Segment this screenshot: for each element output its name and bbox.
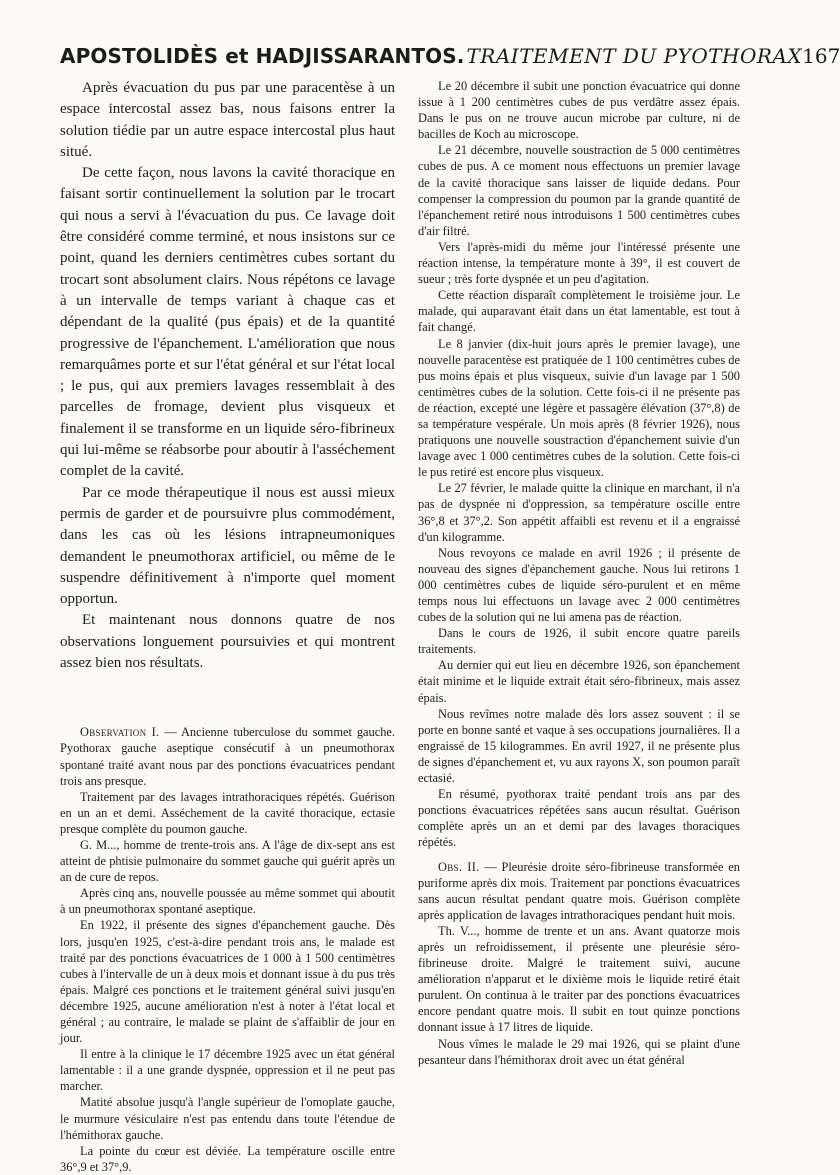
- observation-summary: — Pleurésie droite séro-fibrineuse transformée en puriforme après dix mois. Traitement par ponctions évacuatrices sans aucun résultat pendant quatre mois. Guérison complète après application de lavages intrathoraciques pendant huit mois.: [418, 859, 740, 922]
- running-header: [60, 44, 840, 72]
- section-spacer: [418, 851, 740, 859]
- page-number: 167: [802, 44, 840, 68]
- paragraph: Après cinq ans, nouvelle poussée au même sommet qui aboutit à un pneumothorax spontané aseptique.: [60, 886, 395, 917]
- header-title: TRAITEMENT DU PYOTHORAX: [466, 44, 803, 68]
- section-spacer: [60, 674, 395, 718]
- paragraph: Le 27 février, le malade quitte la clinique en marchant, il n'a pas de dyspnée ni d'oppression, sa température oscille entre 36°,8 et 37°,2. Son appétit affaibli est revenu et il a engraissé d'un kilogramme.: [418, 481, 740, 544]
- observation-heading: [60, 724, 395, 788]
- paragraph: Dans le cours de 1926, il subit encore quatre pareils traitements.: [418, 626, 740, 657]
- paragraph: Nous revoyons ce malade en avril 1926 ; il présente de nouveau des signes d'épanchement gauche. Nous lui retirons 1 000 centimètres cubes de liquide séro-purulent et en même temps nous lui effectuons un lavage avec 2 000 centimètres cubes de la solution qui ne lui amena pas de réaction.: [418, 545, 740, 625]
- paragraph: Par ce mode thérapeutique il nous est aussi mieux permis de garder et de poursuivre plus commodément, dans les cas où les lésions intrapneumoniques demandent le pneumothorax artificiel, ou même de le suspendre définitivement à n'importe quel moment opportun.: [60, 484, 395, 608]
- paragraph: Il entre à la clinique le 17 décembre 1925 avec un état général lamentable : il a une grande dyspnée, oppression et il ne peut pas marcher.: [60, 1047, 395, 1094]
- observation-heading: [418, 859, 740, 923]
- paragraph: Nous revîmes notre malade dès lors assez souvent : il se porte en bonne santé et vaque à ses occupations journalières. Il a engraissé de 15 kilogrammes. En avril 1927, il ne présente plus de signes d'épanchement et, vu aux rayons X, son poumon paraît ectasié.: [418, 706, 740, 786]
- paragraph: Cette réaction disparaît complètement le troisième jour. Le malade, qui auparavant était dans un état lamentable, est tout à fait changé.: [418, 288, 740, 335]
- paragraph: Le 8 janvier (dix-huit jours après le premier lavage), une nouvelle paracentèse est pratiquée de 1 100 centimètres cubes de pus moins épais et plus visqueux, suivie d'un lavage par 1 500 centimètres cubes de la solution. Cette fois-ci il ne présente pas de réaction, excepté une légère et passagère élévation (37°,8) de sa température vespérale. Un mois après (8 février 1926), nous pratiquons une nouvelle soustraction d'épanchement suivie d'un lavage avec 1 000 centimètres cubes de la solution. Cette fois-ci le pus retiré est encore plus visqueux.: [418, 336, 740, 480]
- paragraph: La pointe du cœur est déviée. La température oscille entre 36°,9 et 37°,9.: [60, 1143, 395, 1174]
- paragraph: Le 21 décembre, nouvelle soustraction de 5 000 centimètres cubes de pus. A ce moment nous effectuons un premier lavage de la cavité thoracique sans laisser de liquide dedans. Pour compenser la compression du poumon par la grande quantité de l'épanchement retiré nous introduisons 1 500 centimètres cubes d'air filtré.: [418, 143, 740, 238]
- paragraph: Nous vîmes le malade le 29 mai 1926, qui se plaint d'une pesanteur dans l'hémithorax droit avec un état général: [418, 1036, 740, 1067]
- paragraph: En résumé, pyothorax traité pendant trois ans par des ponctions évacuatrices répétées sans aucun résultat. Guérison complète après un an et demi par des lavages thoraciques répétés.: [418, 787, 740, 850]
- observation-summary: — Ancienne tuberculose du sommet gauche. Pyothorax gauche aseptique consécutif à un pneumothorax spontané traité avant nous par des ponctions évacuatrices pendant trois ans presque.: [60, 725, 395, 788]
- paragraph: Au dernier qui eut lieu en décembre 1926, son épanchement était minime et le liquide extrait était séro-fibrineux, mais assez épais.: [418, 658, 740, 705]
- header-authors: APOSTOLIDÈS et HADJISSARANTOS.: [60, 44, 465, 68]
- left-column: [60, 78, 395, 1174]
- paragraph: De cette façon, nous lavons la cavité thoracique en faisant sortir continuellement la solution par le trocart qui nous a servi à l'évacuation du pus. Ce lavage doit être considéré comme terminé, et nous insistons sur ce point, quand les derniers centimètres cubes sortant du trocart sont absolument clairs. Nous répétons ce lavage à un intervalle de temps variant à chaque cas et dépendant de la qualité (pus épais) et de la quantité progressive de l'épanchement. L'amélioration que nous remarquâmes porte et sur l'état général et sur l'état local ; le pus, qui aux premiers lavages ressemblait à des parcelles de fromage, devient plus visqueux et finalement il se transforme en un liquide séro-fibrineux qui lui-même se réabsorbe pour aboutir à l'asséchement complet de la cavité.: [60, 165, 395, 480]
- observation-label: Observation I.: [80, 725, 160, 740]
- right-column: [418, 78, 740, 1118]
- paragraph: En 1922, il présente des signes d'épanchement gauche. Dès lors, jusqu'en 1925, c'est-à-dire pendant trois ans, le malade est traité par des ponctions évacuatrices de 1 000 à 1 500 centimètres cubes à l'intervalle de un à deux mois et donnant issue à du pus très épais. Malgré ces ponctions et le traitement général suivi jusqu'en décembre 1925, aucune amélioration n'est à noter à l'état local et général ; au contraire, le malade se plaint de s'affaiblir de jour en jour.: [60, 918, 395, 1046]
- paragraph: Après évacuation du pus par une paracentèse à un espace intercostal assez bas, nous faisons entrer la solution tiédie par un autre espace intercostal plus haut situé.: [60, 80, 395, 160]
- paragraph: Et maintenant nous donnons quatre de nos observations longuement poursuivies et qui montrent assez bien nos résultats.: [60, 612, 395, 672]
- paragraph: G. M..., homme de trente-trois ans. A l'âge de dix-sept ans est atteint de phtisie pulmonaire du sommet gauche qui guérit après un an de cure de repos.: [60, 837, 395, 885]
- paragraph: Vers l'après-midi du même jour l'intéressé présente une réaction intense, la température monte à 39°, il est couvert de sueur ; très forte dyspnée et un peu d'agitation.: [418, 239, 740, 287]
- paragraph: Matité absolue jusqu'à l'angle supérieur de l'omoplate gauche, le murmure vésiculaire n'est pas entendu dans toute l'étendue de l'hémithorax gauche.: [60, 1095, 395, 1142]
- paragraph: Th. V..., homme de trente et un ans. Avant quatorze mois après un refroidissement, il présente une pleurésie séro-fibrineuse droite. Malgré le traitement suivi, aucune amélioration n'apparut et le dixième mois le liquide retiré était purulent. On continua à le traiter par des ponctions évacuatrices encore pendant quatre mois. Il subit en tout quinze ponctions donnant issue à 17 litres de liquide.: [418, 923, 740, 1035]
- observation-label: Obs. II.: [438, 859, 480, 874]
- paragraph: Le 20 décembre il subit une ponction évacuatrice qui donne issue à 1 200 centimètres cubes de pus verdâtre assez épais. Dans le pus on ne trouve aucun microbe par culture, ni de bacilles de Koch au microscope.: [418, 79, 740, 142]
- paragraph: Traitement par des lavages intrathoraciques répétés. Guérison en un an et demi. Asséchement de la cavité thoracique, ectasie presque complète du poumon gauche.: [60, 789, 395, 836]
